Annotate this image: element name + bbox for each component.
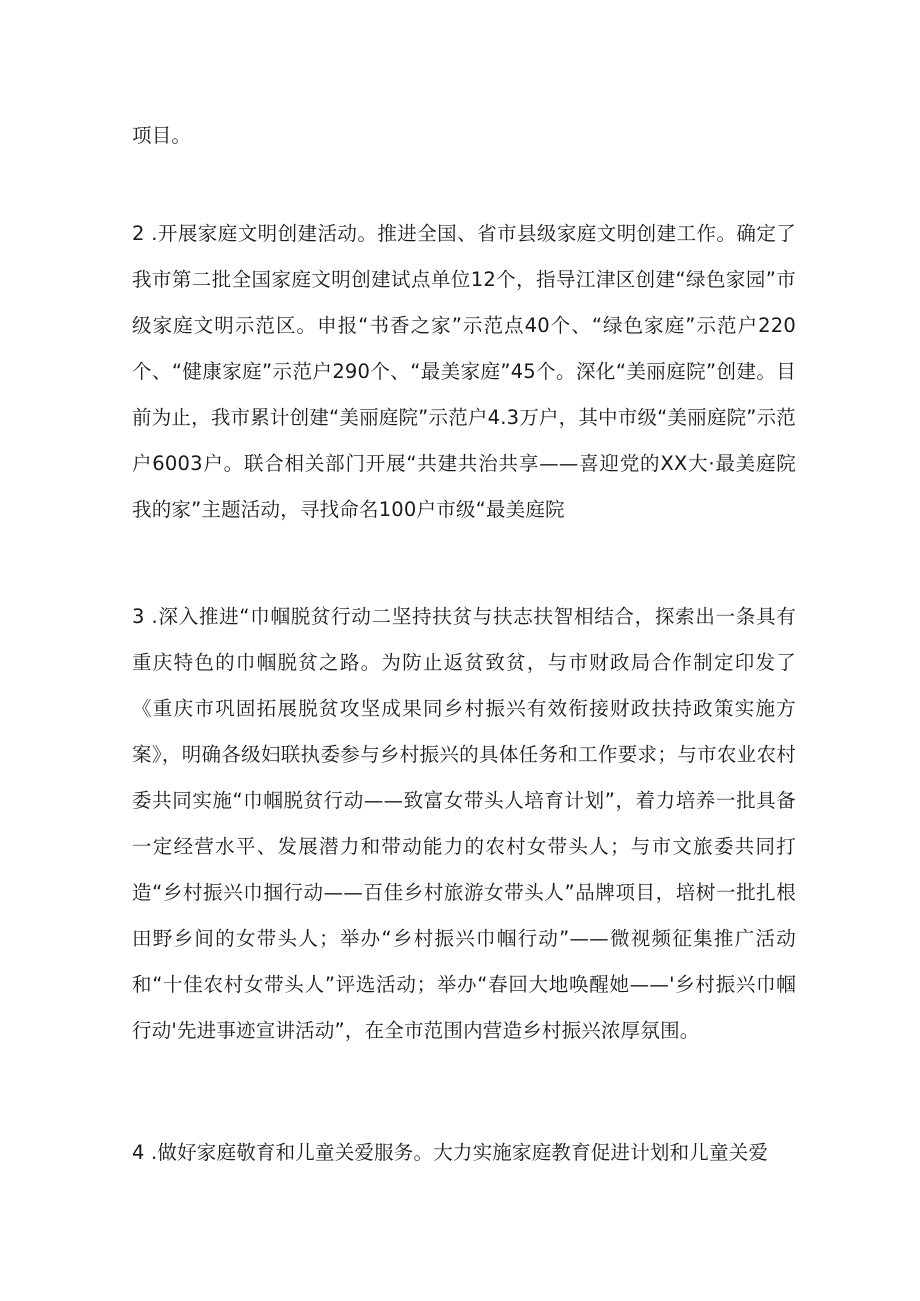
paragraph-family-civilization: 2 .开展家庭文明创建活动。推进全国、省市县级家庭文明创建工作。确定了我市第二批全国家庭文明创建试点单位12个，指导江津区创建“绿色家园”市级家庭文明示范区。申报“书香之家”示范点40个、“绿色家庭”示范户220个、“健康家庭”示范户290个、“最美家庭”45个。深化“美丽庭院”创建。目前为止，我市累计创建“美丽庭院”示范户4.3万户，其中市级“美丽庭院”示范户6003户。联合相关部门开展“共建共治共享——喜迎党的XX大·最美庭院我的家”主题活动，寻找命名100户市级“最美庭院	[132, 222, 796, 521]
paragraph-poverty-alleviation: 3 .深入推进“巾帼脱贫行动二坚持扶贫与扶志扶智相结合，探索出一条具有重庆特色的巾帼脱贫之路。为防止返贫致贫，与市财政局合作制定印发了《重庆市巩固拓展脱贫攻坚成果同乡村振兴有效衔接财政扶持政策实施方案》，明确各级妇联执委参与乡村振兴的具体任务和工作要求；与市农业农村委共同实施“巾帼脱贫行动——致富女带头人培育计划”，着力培养一批具备一定经营水平、发展潜力和带动能力的农村女带头人；与市文旅委共同打造“乡村振兴巾掴行动——百佳乡村旅游女带头人”品牌项目，培树一批扎根田野乡间的女带头人；举办“乡村振兴巾帼行动”——微视频征集推广活动和“十佳农村女带头人”评选活动；举办“春回大地唤醒她——'乡村振兴巾帼行动'先进事迹宣讲活动”，在全市范围内营造乡村振兴浓厚氛围。	[132, 605, 796, 1042]
paragraph-family-education: 4 .做好家庭敬育和儿童关爱服务。大力实施家庭教育促进计划和儿童关爱	[132, 1141, 769, 1164]
paragraph-continuation: 项目。	[132, 124, 192, 147]
